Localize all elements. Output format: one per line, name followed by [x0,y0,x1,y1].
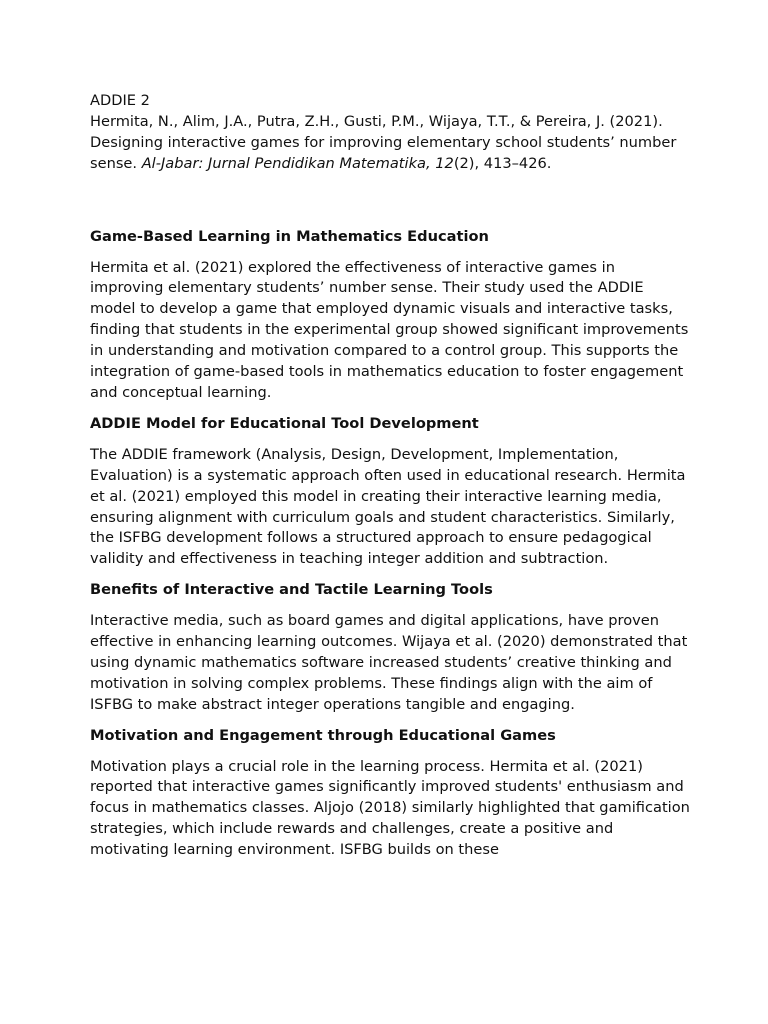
section-spacer [90,175,690,227]
citation-pages: (2), 413–426. [453,154,552,172]
citation-text: Hermita, N., Alim, J.A., Putra, Z.H., Gusti, P.M., Wijaya, T.T., & Pereira, J. (2021). Designing interactive games for improving elementary school students’ number sense. [90,112,677,172]
section-body-game-based-learning: Hermita et al. (2021) explored the effectiveness of interactive games in improving elementary students’ number sense. Their study used the ADDIE model to develop a game that employed dynamic visuals and interactive tasks, finding that students in the experimental group showed significant improvements in understanding and motivation compared to a control group. This supports the integration of game-based tools in mathematics education to foster engagement and conceptual learning. [90,258,689,401]
citation-journal: Al-Jabar: Jurnal Pendidikan Matematika, 12 [141,154,454,172]
section-heading-interactive-tools: Benefits of Interactive and Tactile Learning Tools [90,581,493,599]
section-body-interactive-tools: Interactive media, such as board games and digital applications, have proven effective in enhancing learning outcomes. Wijaya et al. (2020) demonstrated that using dynamic mathematics software increased students’ creative thinking and motivation in solving complex problems. These findings align with the aim of ISFBG to make abstract integer operations tangible and engaging. [90,612,688,713]
section-heading-motivation: Motivation and Engagement through Educational Games [90,726,556,744]
document-page [90,91,690,871]
section-body-motivation: Motivation plays a crucial role in the learning process. Hermita et al. (2021) reported that interactive games significantly improved students' enthusiasm and focus in mathematics classes. Aljojo (2018) similarly highlighted that gamification strategies, which include rewards and challenges, create a positive and motivating learning environment. ISFBG builds on these [90,757,690,859]
section-body-addie-model: The ADDIE framework (Analysis, Design, Development, Implementation, Evaluation) is a systematic approach often used in educational research. Hermita et al. (2021) employed this model in creating their interactive learning media, ensuring alignment with curriculum goals and student characteristics. Similarly, the ISFBG development follows a structured approach to ensure pedagogical validity and effectiveness in teaching integer addition and subtraction. [90,445,686,568]
reference-label: ADDIE 2 [90,92,150,109]
citation [90,112,690,175]
section-heading-addie-model: ADDIE Model for Educational Tool Development [90,414,479,432]
section-heading-game-based-learning: Game-Based Learning in Mathematics Education [90,227,489,245]
